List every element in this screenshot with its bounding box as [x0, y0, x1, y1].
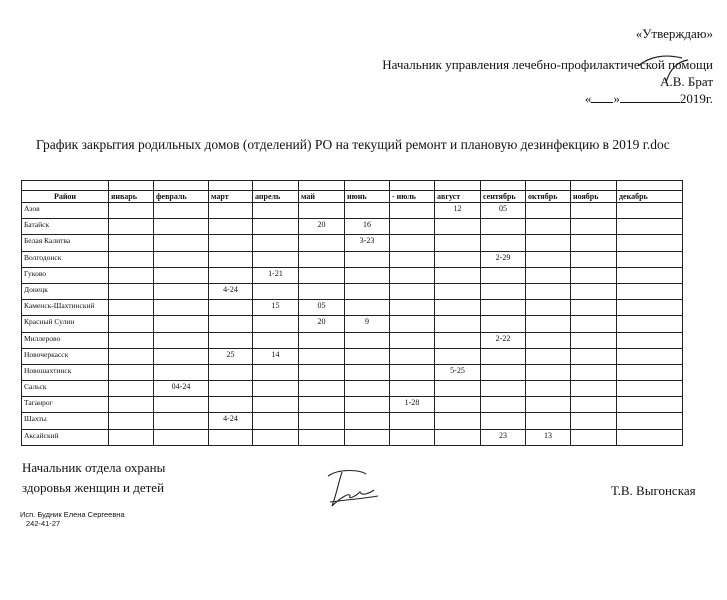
schedule-cell: 4-24: [209, 413, 253, 429]
schedule-cell: [299, 235, 345, 251]
schedule-cell: [345, 429, 390, 445]
schedule-cell: [299, 251, 345, 267]
table-row: [22, 364, 683, 380]
schedule-cell: [526, 283, 571, 299]
schedule-cell: [571, 332, 617, 348]
table-row: [22, 267, 683, 283]
schedule-cell: [154, 429, 209, 445]
schedule-cell: [617, 397, 683, 413]
schedule-cell: [617, 219, 683, 235]
schedule-cell: 1-21: [253, 267, 299, 283]
district-name: Волгодонск: [22, 251, 109, 267]
schedule-cell: 20: [299, 316, 345, 332]
schedule-cell: [390, 219, 435, 235]
column-header: Район: [22, 191, 109, 203]
schedule-cell: [109, 381, 154, 397]
schedule-cell: 4-24: [209, 283, 253, 299]
table-row: [22, 219, 683, 235]
schedule-cell: [571, 300, 617, 316]
schedule-cell: [209, 300, 253, 316]
schedule-cell: 15: [253, 300, 299, 316]
schedule-cell: [526, 235, 571, 251]
schedule-cell: [526, 364, 571, 380]
schedule-cell: [526, 348, 571, 364]
schedule-cell: [299, 203, 345, 219]
column-header: декабрь: [617, 191, 683, 203]
schedule-cell: [390, 267, 435, 283]
district-name: Донецк: [22, 283, 109, 299]
schedule-cell: [109, 332, 154, 348]
schedule-cell: [481, 283, 526, 299]
chief-signature-stroke: [636, 52, 692, 86]
schedule-cell: [109, 348, 154, 364]
closure-schedule-table: [21, 180, 683, 446]
schedule-cell: [209, 267, 253, 283]
schedule-cell: [617, 413, 683, 429]
schedule-cell: [253, 397, 299, 413]
table-row: [22, 316, 683, 332]
schedule-cell: [390, 283, 435, 299]
schedule-cell: 2-29: [481, 251, 526, 267]
schedule-cell: [154, 267, 209, 283]
schedule-cell: [390, 429, 435, 445]
schedule-cell: [390, 364, 435, 380]
schedule-cell: [253, 219, 299, 235]
spacer-cell: [109, 181, 154, 191]
schedule-cell: [253, 364, 299, 380]
schedule-cell: [154, 235, 209, 251]
schedule-cell: [571, 381, 617, 397]
schedule-cell: 23: [481, 429, 526, 445]
schedule-cell: [526, 300, 571, 316]
district-name: Гуково: [22, 267, 109, 283]
table-header-row: [22, 191, 683, 203]
handwritten-signature: [320, 466, 382, 510]
schedule-cell: [109, 429, 154, 445]
schedule-cell: [617, 203, 683, 219]
schedule-cell: [109, 235, 154, 251]
schedule-cell: [253, 316, 299, 332]
schedule-cell: [435, 332, 481, 348]
table-row: [22, 203, 683, 219]
schedule-cell: [617, 332, 683, 348]
schedule-cell: [481, 235, 526, 251]
schedule-cell: [209, 251, 253, 267]
footer-dept-line2: здоровья женщин и детей: [22, 480, 165, 495]
column-header: апрель: [253, 191, 299, 203]
column-header: октябрь: [526, 191, 571, 203]
chief-name: А.В. Брат: [660, 74, 713, 89]
executor-name: Исп. Будник Елена Сергеевна: [20, 510, 125, 519]
schedule-cell: 5-25: [435, 364, 481, 380]
schedule-cell: 1-28: [390, 397, 435, 413]
schedule-cell: [209, 316, 253, 332]
table-row: [22, 348, 683, 364]
spacer-cell: [390, 181, 435, 191]
schedule-cell: [345, 203, 390, 219]
district-name: Белая Калитва: [22, 235, 109, 251]
schedule-cell: [571, 413, 617, 429]
spacer-cell: [299, 181, 345, 191]
column-header: ноябрь: [571, 191, 617, 203]
schedule-cell: [390, 235, 435, 251]
table-row: [22, 397, 683, 413]
schedule-cell: [435, 413, 481, 429]
schedule-cell: [435, 316, 481, 332]
schedule-cell: [253, 381, 299, 397]
executor-phone: 242-41-27: [26, 519, 61, 528]
schedule-cell: [299, 397, 345, 413]
schedule-cell: [435, 235, 481, 251]
schedule-cell: [154, 203, 209, 219]
schedule-cell: [253, 203, 299, 219]
schedule-cell: [109, 316, 154, 332]
schedule-cell: [617, 235, 683, 251]
schedule-cell: [571, 235, 617, 251]
district-name: Новошахтинск: [22, 364, 109, 380]
schedule-cell: [481, 381, 526, 397]
schedule-cell: [209, 235, 253, 251]
schedule-cell: [345, 267, 390, 283]
schedule-cell: 13: [526, 429, 571, 445]
district-name: Таганрог: [22, 397, 109, 413]
schedule-cell: [345, 300, 390, 316]
schedule-cell: [209, 332, 253, 348]
schedule-cell: [390, 381, 435, 397]
schedule-cell: [390, 348, 435, 364]
district-name: Батайск: [22, 219, 109, 235]
schedule-cell: [481, 316, 526, 332]
spacer-cell: [435, 181, 481, 191]
schedule-cell: [617, 283, 683, 299]
schedule-cell: [154, 219, 209, 235]
schedule-cell: [109, 283, 154, 299]
month-blank: [620, 91, 680, 103]
column-header: май: [299, 191, 345, 203]
column-header: февраль: [154, 191, 209, 203]
schedule-cell: 04-24: [154, 381, 209, 397]
schedule-cell: [299, 283, 345, 299]
table-top-spacer-row: [22, 181, 683, 191]
schedule-cell: [481, 300, 526, 316]
schedule-cell: [571, 316, 617, 332]
schedule-cell: [435, 219, 481, 235]
schedule-cell: [435, 397, 481, 413]
schedule-cell: [345, 364, 390, 380]
schedule-cell: [253, 332, 299, 348]
schedule-cell: [345, 251, 390, 267]
schedule-cell: [481, 364, 526, 380]
schedule-cell: [526, 413, 571, 429]
approval-mark: «Утверждаю»: [635, 26, 713, 41]
schedule-cell: 20: [299, 219, 345, 235]
spacer-cell: [345, 181, 390, 191]
schedule-cell: [481, 397, 526, 413]
schedule-cell: [435, 381, 481, 397]
schedule-cell: [390, 203, 435, 219]
schedule-cell: [345, 413, 390, 429]
schedule-cell: [209, 381, 253, 397]
schedule-cell: [435, 267, 481, 283]
schedule-cell: [109, 300, 154, 316]
schedule-cell: [209, 429, 253, 445]
schedule-cell: 25: [209, 348, 253, 364]
schedule-cell: [435, 429, 481, 445]
schedule-cell: 14: [253, 348, 299, 364]
schedule-cell: [209, 397, 253, 413]
footer-dept-line1: Начальник отдела охраны: [22, 460, 166, 475]
schedule-cell: [435, 348, 481, 364]
schedule-cell: [571, 283, 617, 299]
schedule-cell: [299, 267, 345, 283]
schedule-cell: [154, 316, 209, 332]
schedule-cell: [526, 397, 571, 413]
schedule-cell: [481, 413, 526, 429]
schedule-cell: [390, 413, 435, 429]
schedule-cell: [253, 413, 299, 429]
schedule-cell: 2-22: [481, 332, 526, 348]
schedule-cell: [526, 219, 571, 235]
district-name: Новочеркасск: [22, 348, 109, 364]
schedule-cell: [481, 267, 526, 283]
spacer-cell: [209, 181, 253, 191]
date-open-quote: «: [584, 91, 592, 106]
table-row: [22, 300, 683, 316]
schedule-cell: [571, 429, 617, 445]
footer-signer-name: Т.В. Выгонская: [611, 483, 696, 498]
schedule-cell: [571, 203, 617, 219]
schedule-cell: [209, 203, 253, 219]
schedule-cell: [109, 267, 154, 283]
district-name: Миллерово: [22, 332, 109, 348]
schedule-cell: [154, 413, 209, 429]
schedule-cell: [617, 364, 683, 380]
schedule-cell: [209, 364, 253, 380]
schedule-cell: 16: [345, 219, 390, 235]
table-row: [22, 332, 683, 348]
district-name: Каменск-Шахтинский: [22, 300, 109, 316]
schedule-cell: [299, 332, 345, 348]
column-header: сентябрь: [481, 191, 526, 203]
schedule-cell: [109, 251, 154, 267]
schedule-cell: [435, 300, 481, 316]
schedule-cell: [299, 381, 345, 397]
schedule-cell: 3-23: [345, 235, 390, 251]
schedule-cell: [617, 251, 683, 267]
schedule-cell: [299, 429, 345, 445]
schedule-cell: [526, 267, 571, 283]
schedule-cell: 9: [345, 316, 390, 332]
table-row: [22, 413, 683, 429]
schedule-cell: 05: [481, 203, 526, 219]
schedule-cell: [109, 203, 154, 219]
date-close-quote: »: [613, 91, 620, 106]
schedule-cell: [345, 381, 390, 397]
schedule-cell: [154, 332, 209, 348]
district-name: Азов: [22, 203, 109, 219]
table-row: [22, 251, 683, 267]
table-row: [22, 283, 683, 299]
date-year: 2019г.: [679, 91, 713, 106]
schedule-cell: [253, 251, 299, 267]
schedule-cell: [526, 381, 571, 397]
column-header: август: [435, 191, 481, 203]
schedule-cell: [571, 251, 617, 267]
schedule-cell: [481, 348, 526, 364]
schedule-cell: 12: [435, 203, 481, 219]
approval-date-line: [585, 91, 713, 107]
schedule-cell: [617, 267, 683, 283]
schedule-cell: [154, 251, 209, 267]
spacer-cell: [22, 181, 109, 191]
spacer-cell: [526, 181, 571, 191]
district-name: Красный Сулин: [22, 316, 109, 332]
schedule-cell: [109, 413, 154, 429]
schedule-cell: [526, 316, 571, 332]
schedule-cell: [345, 348, 390, 364]
schedule-cell: [526, 203, 571, 219]
schedule-cell: [571, 267, 617, 283]
schedule-cell: [253, 235, 299, 251]
spacer-cell: [253, 181, 299, 191]
schedule-cell: [526, 332, 571, 348]
chief-title: Начальник управления лечебно-профилактической помощи: [382, 57, 713, 72]
schedule-cell: [571, 364, 617, 380]
schedule-cell: [345, 283, 390, 299]
schedule-cell: [299, 364, 345, 380]
spacer-cell: [154, 181, 209, 191]
schedule-cell: [617, 429, 683, 445]
column-header: июнь: [345, 191, 390, 203]
schedule-cell: [154, 397, 209, 413]
schedule-cell: [345, 397, 390, 413]
schedule-cell: [299, 348, 345, 364]
schedule-cell: [209, 219, 253, 235]
schedule-cell: [435, 251, 481, 267]
schedule-cell: [481, 219, 526, 235]
schedule-cell: 05: [299, 300, 345, 316]
schedule-cell: [253, 283, 299, 299]
spacer-cell: [617, 181, 683, 191]
schedule-cell: [109, 219, 154, 235]
schedule-cell: [390, 332, 435, 348]
schedule-cell: [154, 283, 209, 299]
schedule-cell: [154, 300, 209, 316]
schedule-cell: [345, 332, 390, 348]
schedule-cell: [571, 348, 617, 364]
schedule-cell: [253, 429, 299, 445]
schedule-cell: [571, 219, 617, 235]
document-title: График закрытия родильных домов (отделений) РО на текущий ремонт и плановую дезинфекцию в 2019 г.doc: [36, 137, 670, 152]
column-header: - июль: [390, 191, 435, 203]
spacer-cell: [481, 181, 526, 191]
schedule-cell: [571, 397, 617, 413]
spacer-cell: [571, 181, 617, 191]
schedule-cell: [390, 300, 435, 316]
schedule-cell: [435, 283, 481, 299]
schedule-cell: [390, 251, 435, 267]
district-name: Шахты: [22, 413, 109, 429]
schedule-cell: [617, 348, 683, 364]
schedule-cell: [154, 348, 209, 364]
table-row: [22, 381, 683, 397]
schedule-cell: [390, 316, 435, 332]
schedule-cell: [617, 381, 683, 397]
schedule-cell: [299, 413, 345, 429]
table-row: [22, 429, 683, 445]
day-blank: [591, 91, 613, 103]
schedule-cell: [154, 364, 209, 380]
district-name: Сальск: [22, 381, 109, 397]
schedule-cell: [617, 300, 683, 316]
schedule-cell: [617, 316, 683, 332]
schedule-cell: [109, 364, 154, 380]
column-header: март: [209, 191, 253, 203]
district-name: Аксайский: [22, 429, 109, 445]
schedule-cell: [109, 397, 154, 413]
table-row: [22, 235, 683, 251]
column-header: январь: [109, 191, 154, 203]
schedule-cell: [526, 251, 571, 267]
